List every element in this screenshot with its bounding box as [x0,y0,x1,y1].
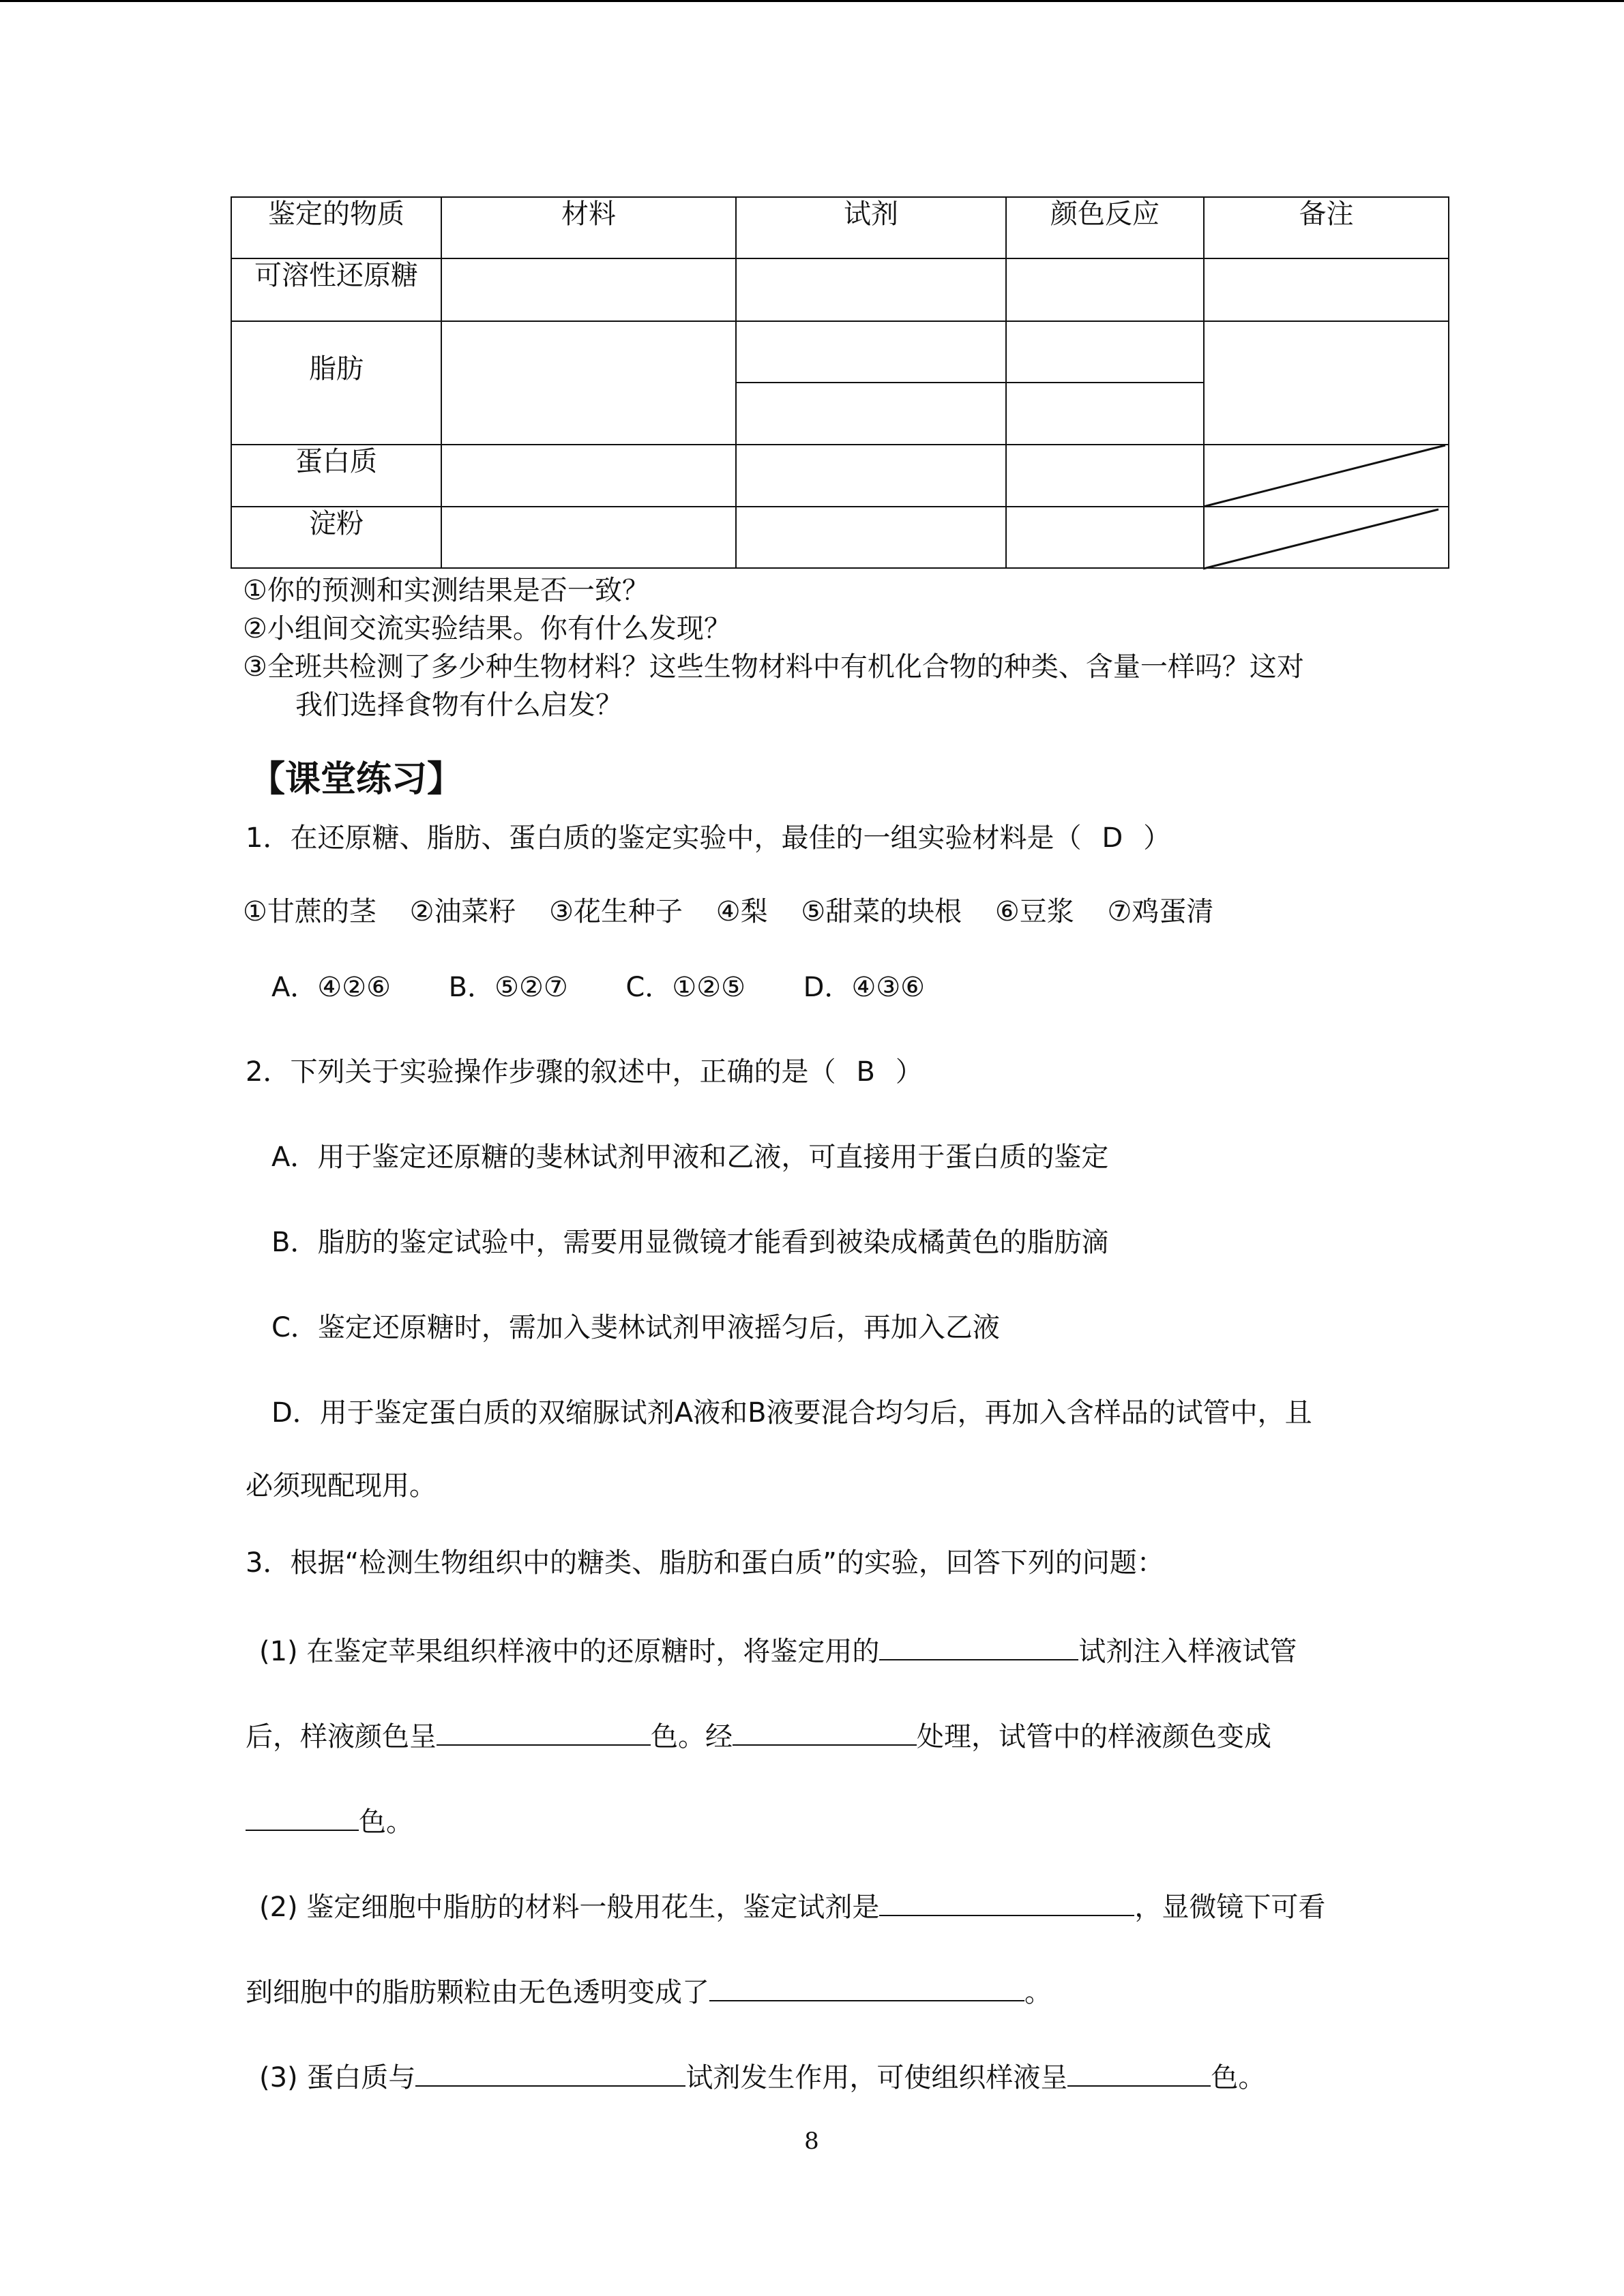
ex3-part1-line2 [246,1717,1271,1753]
question-2: ②小组间交流实验结果。你有什么发现？ [243,613,731,644]
material-item: ⑥豆浆 [994,896,1074,927]
ex3-part1-line3 [246,1802,413,1838]
ex2-option-c: C．鉴定还原糖时，需加入斐林试剂甲液摇匀后，再加入乙液 [271,1312,1000,1343]
material-item: ④梨 [715,896,768,927]
table-vline [441,196,442,569]
ex2-option-a: A．用于鉴定还原糖的斐林试剂甲液和乙液，可直接用于蛋白质的鉴定 [271,1142,1109,1173]
ex1-answer: D [1102,822,1123,854]
blank-fat-reagent[interactable] [879,1888,1134,1916]
material-item: ①甘蔗的茎 [243,896,377,927]
row-label-reducing-sugar: 可溶性还原糖 [254,260,418,291]
option-c: C．①②⑤ [625,972,745,1003]
ex1-stem [246,822,1170,854]
ex3-stem: 3．根据“检测生物组织中的糖类、脂肪和蛋白质”的实验，回答下列的问题： [246,1547,1164,1579]
ex2-stem-text: 2．下列关于实验操作步骤的叙述中，正确的是（ [246,1056,836,1088]
ex3-p1-text-a: (1) 在鉴定苹果组织样液中的还原糖时，将鉴定用的 [259,1636,880,1667]
ex3-p1-text-c: 后，样液颜色呈 [246,1721,437,1753]
blank-treatment[interactable] [733,1717,917,1746]
ex2-answer: B [856,1056,875,1088]
ex3-p2-text-a: (2) 鉴定细胞中脂肪的材料一般用花生，鉴定试剂是 [259,1892,880,1923]
table-hline [735,382,1205,383]
header-color-reaction: 颜色反应 [1050,198,1160,230]
ex1-close-paren: ） [1143,822,1171,854]
material-item: ②油菜籽 [409,896,516,927]
option-b: B．⑤②⑦ [448,972,568,1003]
material-item: ⑦鸡蛋清 [1107,896,1214,927]
section-title: 【课堂练习】 [250,759,463,800]
ex3-p1-text-d: 色。经 [651,1721,733,1753]
material-item: ⑤甜菜的块根 [801,896,962,927]
top-border-rule [0,0,1624,2]
row-label-starch: 淀粉 [309,508,364,539]
header-remark: 备注 [1299,198,1354,230]
header-material: 材料 [561,198,616,230]
blank-protein-color[interactable] [1067,2058,1211,2087]
option-d: D．④③⑥ [803,972,926,1003]
blank-final-color[interactable] [246,1802,359,1831]
ex2-stem [246,1056,923,1088]
slash-protein [1203,445,1445,507]
remark-diagonal-slash [1203,444,1449,570]
blank-protein-reagent[interactable] [415,2058,685,2087]
ex2-option-b: B．脂肪的鉴定试验中，需要用显微镜才能看到被染成橘黄色的脂肪滴 [271,1227,1109,1258]
ex1-materials [243,895,1213,928]
blank-reagent[interactable] [879,1632,1078,1660]
question-1: ①你的预测和实测结果是否一致？ [243,575,649,606]
material-item: ③花生种子 [549,896,683,927]
blank-initial-color[interactable] [437,1717,651,1746]
slash-starch [1203,509,1438,569]
ex1-options [271,971,925,1004]
ex3-p3-text-b: 试剂发生作用，可使组织样液呈 [685,2062,1068,2093]
ex3-p1-text-e: 处理，试管中的样液颜色变成 [917,1721,1271,1753]
question-3-line1: ③全班共检测了多少种生物材料？这些生物材料中有机化合物的种类、含量一样吗？这对 [243,651,1304,683]
ex3-p2-text-d: 。 [1024,1977,1052,2008]
row-label-protein: 蛋白质 [295,446,377,477]
header-reagent: 试剂 [844,198,898,230]
ex3-part2-line2 [246,1973,1052,2009]
ex3-part2-line1 [259,1888,1325,1924]
ex3-p1-text-f: 色。 [359,1806,413,1838]
ex3-p3-text-a: (3) 蛋白质与 [259,2062,416,2093]
ex2-option-d-line1: D．用于鉴定蛋白质的双缩脲试剂A液和B液要混合均匀后，再加入含样品的试管中，且 [271,1397,1312,1429]
blank-fat-color[interactable] [709,1973,1024,2001]
option-a: A．④②⑥ [271,972,391,1003]
ex3-p3-text-c: 色。 [1211,2062,1266,2093]
ex2-close-paren: ） [895,1056,923,1088]
ex1-stem-text: 1．在还原糖、脂肪、蛋白质的鉴定实验中，最佳的一组实验材料是（ [246,822,1082,854]
table-hline [231,320,1449,322]
ex3-p2-text-c: 到细胞中的脂肪颗粒由无色透明变成了 [246,1977,709,2008]
question-3-line2: 我们选择食物有什么启发？ [295,689,623,721]
header-substance: 鉴定的物质 [268,198,404,230]
ex2-option-d-line2: 必须现配现用。 [246,1470,437,1502]
page-number: 8 [804,2128,819,2155]
row-label-fat: 脂肪 [309,353,364,385]
ex3-p2-text-b: ，显微镜下可看 [1134,1892,1326,1923]
ex3-p1-text-b: 试剂注入样液试管 [1078,1636,1297,1667]
ex3-part3 [259,2058,1265,2094]
ex3-part1-line1 [259,1632,1297,1668]
